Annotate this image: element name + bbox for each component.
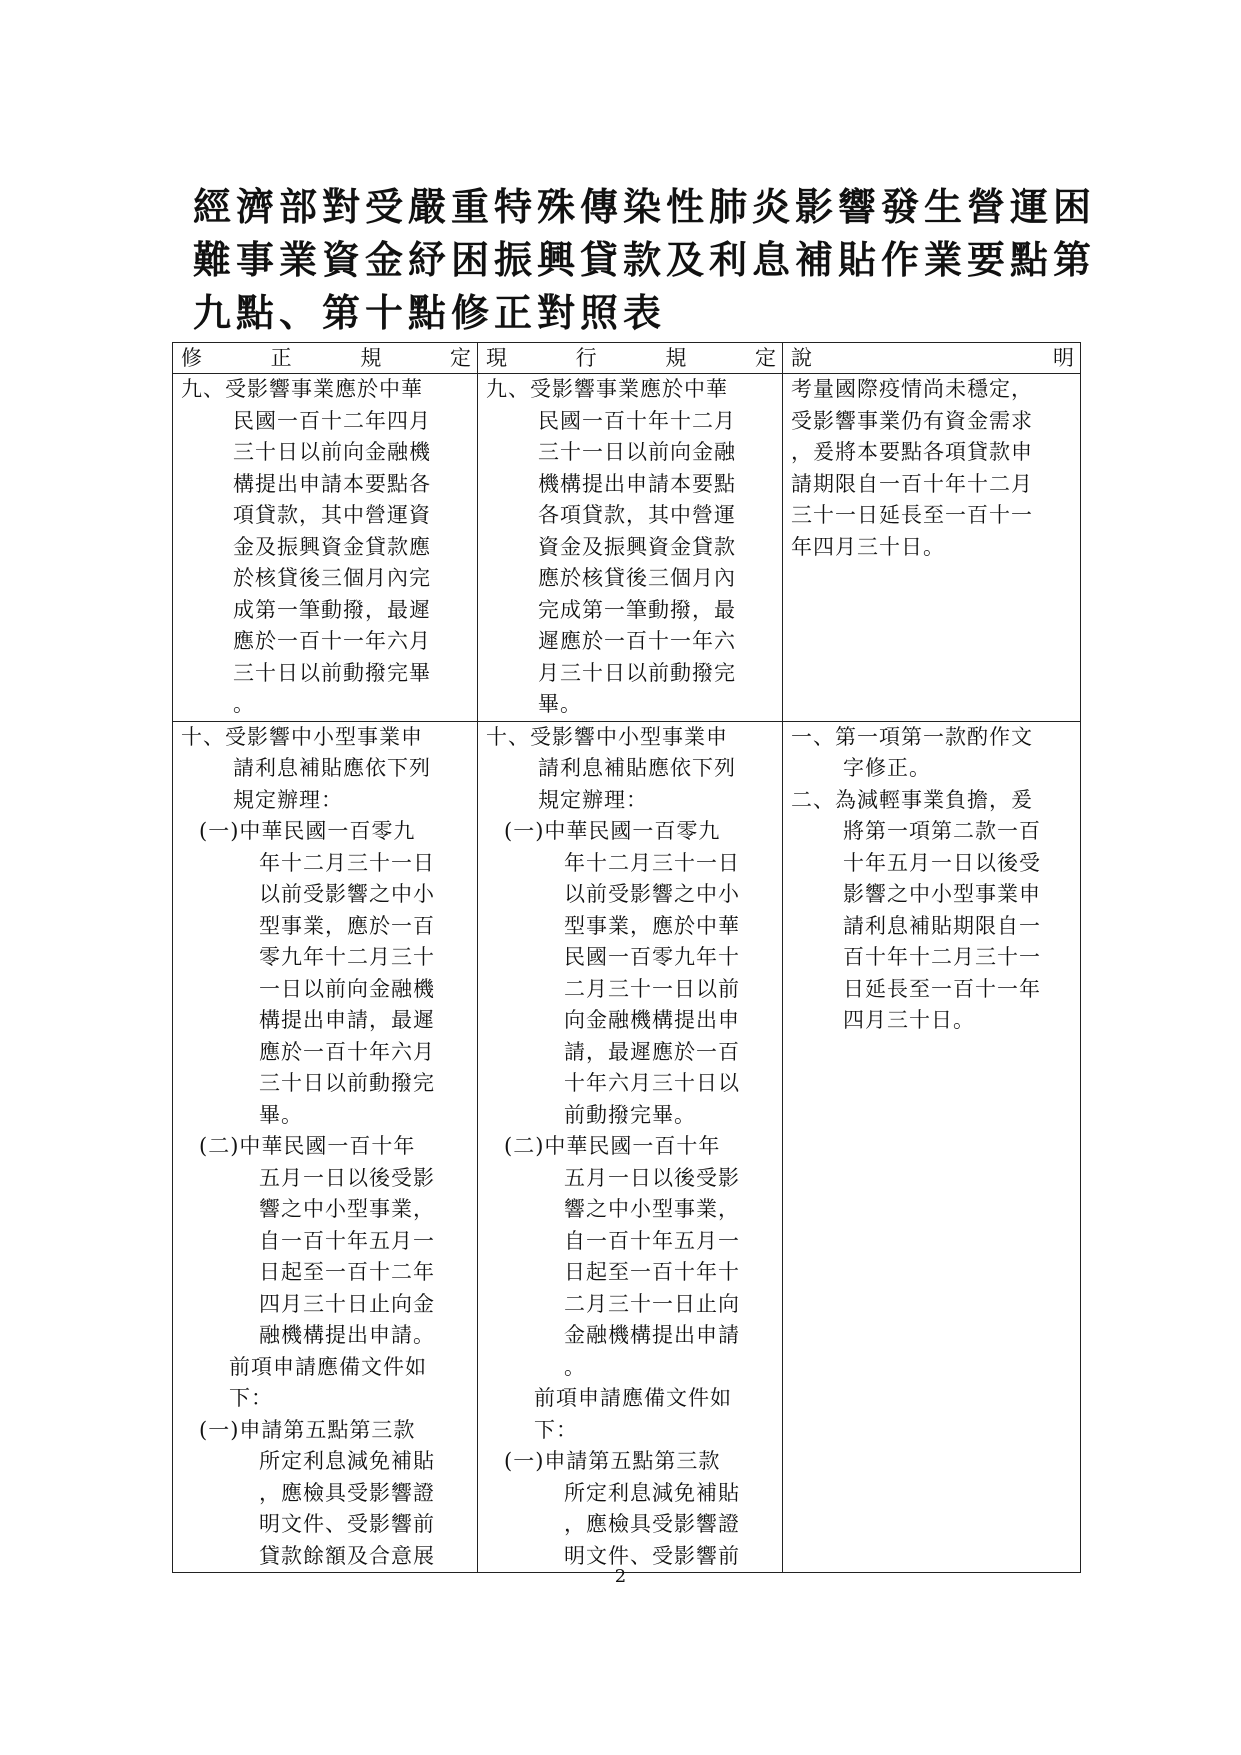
text-line: (一)申請第五點第三款 — [504, 1449, 721, 1473]
text-line: 機構提出申請本要點 — [538, 471, 736, 496]
text-line: 三十日以前動撥完畢 — [233, 660, 431, 685]
text-line: 以前受影響之中小 — [259, 882, 435, 906]
header-note: 說 明 — [783, 343, 1081, 374]
text-line: 下： — [229, 1386, 273, 1410]
text-line: 成第一筆動撥，最遲 — [233, 597, 431, 622]
text-line: 年四月三十日。 — [791, 534, 945, 559]
text-line: 前動撥完畢。 — [564, 1102, 696, 1127]
text-line: ，應檢具受影響證 — [259, 1480, 435, 1505]
text-line: 構提出申請，最遲 — [259, 1008, 435, 1032]
text-line: 字修正。 — [843, 756, 931, 780]
text-line: 型事業，應於中華 — [564, 913, 740, 938]
text-line: 二月三十一日止向 — [564, 1291, 740, 1316]
text-line: 前項申請應備文件如 — [229, 1354, 427, 1379]
text-line: 九、受影響事業應於中華 — [486, 377, 728, 401]
text-line: 民國一百十年十二月 — [538, 408, 736, 433]
title-line-1: 經濟部對受嚴重特殊傳染性肺炎影響發生營運困 — [193, 184, 1097, 229]
text-line: ，爰將本要點各項貸款申 — [791, 440, 1033, 464]
text-line: 資金及振興資金貸款 — [538, 534, 736, 559]
text-line: 四月三十日。 — [843, 1008, 975, 1032]
text-line: 前項申請應備文件如 — [534, 1386, 732, 1410]
text-line: (二)中華民國一百十年 — [504, 1134, 721, 1158]
text-line: 三十一日延長至一百十一 — [791, 503, 1033, 527]
text-line: 畢。 — [259, 1102, 303, 1127]
text-line: 響之中小型事業， — [564, 1197, 740, 1221]
text-line: 以前受影響之中小 — [564, 882, 740, 906]
text-line: 融機構提出申請。 — [259, 1323, 435, 1347]
text-line: 所定利息減免補貼 — [259, 1449, 435, 1473]
text-line: 九、受影響事業應於中華 — [181, 377, 423, 401]
text-line: 。 — [233, 692, 255, 716]
text-line: 自一百十年五月一 — [259, 1228, 435, 1253]
text-line: 請利息補貼應依下列 — [233, 756, 431, 780]
text-line: 請，最遲應於一百 — [564, 1039, 740, 1064]
text-line: 應於核貸後三個月內 — [538, 566, 736, 590]
text-line: 影響之中小型事業申 — [843, 882, 1041, 906]
text-line: 四月三十日止向金 — [259, 1291, 435, 1316]
text-line: (二)中華民國一百十年 — [199, 1134, 416, 1158]
text-line: 十、受影響中小型事業申 — [181, 724, 423, 749]
page-number: 2 — [614, 1566, 627, 1587]
text-line: 完成第一筆動撥，最 — [538, 597, 736, 622]
title-line-3: 九點、第十點修正對照表 — [193, 290, 667, 335]
text-line: 規定辦理： — [538, 787, 648, 812]
title-line-2: 難事業資金紓困振興貸款及利息補貼作業要點第 — [193, 237, 1097, 282]
text-line: 響之中小型事業， — [259, 1197, 435, 1221]
text-line: 民國一百零九年十 — [564, 945, 740, 969]
text-line: 型事業，應於一百 — [259, 913, 435, 938]
text-line: 五月一日以後受影 — [564, 1165, 740, 1190]
text-line: 三十日以前動撥完 — [259, 1071, 435, 1095]
text-line: 請利息補貼期限自一 — [843, 913, 1041, 938]
text-line: 。 — [564, 1354, 586, 1379]
text-line: 二、為減輕事業負擔，爰 — [791, 787, 1033, 812]
text-line: 將第一項第二款一百 — [843, 819, 1041, 843]
text-line: 年十二月三十一日 — [564, 850, 740, 875]
text-line: 貸款餘額及合意展 — [259, 1543, 435, 1568]
text-line: 請期限自一百十年十二月 — [791, 471, 1033, 496]
text-line: 日起至一百十二年 — [259, 1260, 435, 1284]
text-line: 十年六月三十日以 — [564, 1071, 740, 1095]
text-line: 十、受影響中小型事業申 — [486, 724, 728, 749]
text-line: 二月三十一日以前 — [564, 976, 740, 1001]
text-line: 日起至一百十年十 — [564, 1260, 740, 1284]
header-current: 現 行 規 定 — [478, 343, 783, 374]
text-line: 五月一日以後受影 — [259, 1165, 435, 1190]
text-line: 明文件、受影響前 — [564, 1543, 740, 1568]
document-title — [193, 180, 1097, 339]
cell-note — [783, 374, 1081, 722]
cell-revised — [173, 374, 478, 722]
text-line: 三十一日以前向金融 — [538, 440, 736, 464]
text-line: 各項貸款，其中營運 — [538, 503, 736, 527]
text-line: 零九年十二月三十 — [259, 945, 435, 969]
comparison-table — [172, 342, 1081, 1573]
text-line: 畢。 — [538, 692, 582, 716]
text-line: 項貸款，其中營運資 — [233, 503, 431, 527]
cell-current — [478, 721, 783, 1573]
header-revised: 修 正 規 定 — [173, 343, 478, 374]
text-line: 百十年十二月三十一 — [843, 945, 1041, 969]
text-line: 金及振興資金貸款應 — [233, 534, 431, 559]
text-line: 向金融機構提出申 — [564, 1008, 740, 1032]
text-line: (一)中華民國一百零九 — [199, 819, 416, 843]
text-line: 遲應於一百十一年六 — [538, 629, 736, 653]
text-line: 民國一百十二年四月 — [233, 408, 431, 433]
text-line: 明文件、受影響前 — [259, 1512, 435, 1536]
text-line: 日延長至一百十一年 — [843, 976, 1041, 1001]
text-line: 下： — [534, 1417, 578, 1442]
text-line: 金融機構提出申請 — [564, 1323, 740, 1347]
text-line: (一)申請第五點第三款 — [199, 1417, 416, 1442]
text-line: 十年五月一日以後受 — [843, 850, 1041, 875]
text-line: 三十日以前向金融機 — [233, 440, 431, 464]
text-line: 應於一百十年六月 — [259, 1039, 435, 1064]
text-line: 構提出申請本要點各 — [233, 471, 431, 496]
text-line: 規定辦理： — [233, 787, 343, 812]
text-line: 應於一百十一年六月 — [233, 629, 431, 653]
cell-revised — [173, 721, 478, 1573]
text-line: 受影響事業仍有資金需求 — [791, 408, 1033, 433]
text-line: 月三十日以前動撥完 — [538, 660, 736, 685]
cell-note — [783, 721, 1081, 1573]
text-line: 於核貸後三個月內完 — [233, 566, 431, 590]
text-line: 一日以前向金融機 — [259, 976, 435, 1001]
text-line: 自一百十年五月一 — [564, 1228, 740, 1253]
header-row — [173, 343, 1081, 374]
text-line: 所定利息減免補貼 — [564, 1480, 740, 1505]
text-line: (一)中華民國一百零九 — [504, 819, 721, 843]
table-row-point-9 — [173, 374, 1081, 722]
table-row-point-10 — [173, 721, 1081, 1573]
text-line: ，應檢具受影響證 — [564, 1512, 740, 1536]
text-line: 考量國際疫情尚未穩定， — [791, 377, 1033, 401]
text-line: 年十二月三十一日 — [259, 850, 435, 875]
text-line: 請利息補貼應依下列 — [538, 756, 736, 780]
text-line: 一、第一項第一款酌作文 — [791, 724, 1033, 749]
cell-current — [478, 374, 783, 722]
